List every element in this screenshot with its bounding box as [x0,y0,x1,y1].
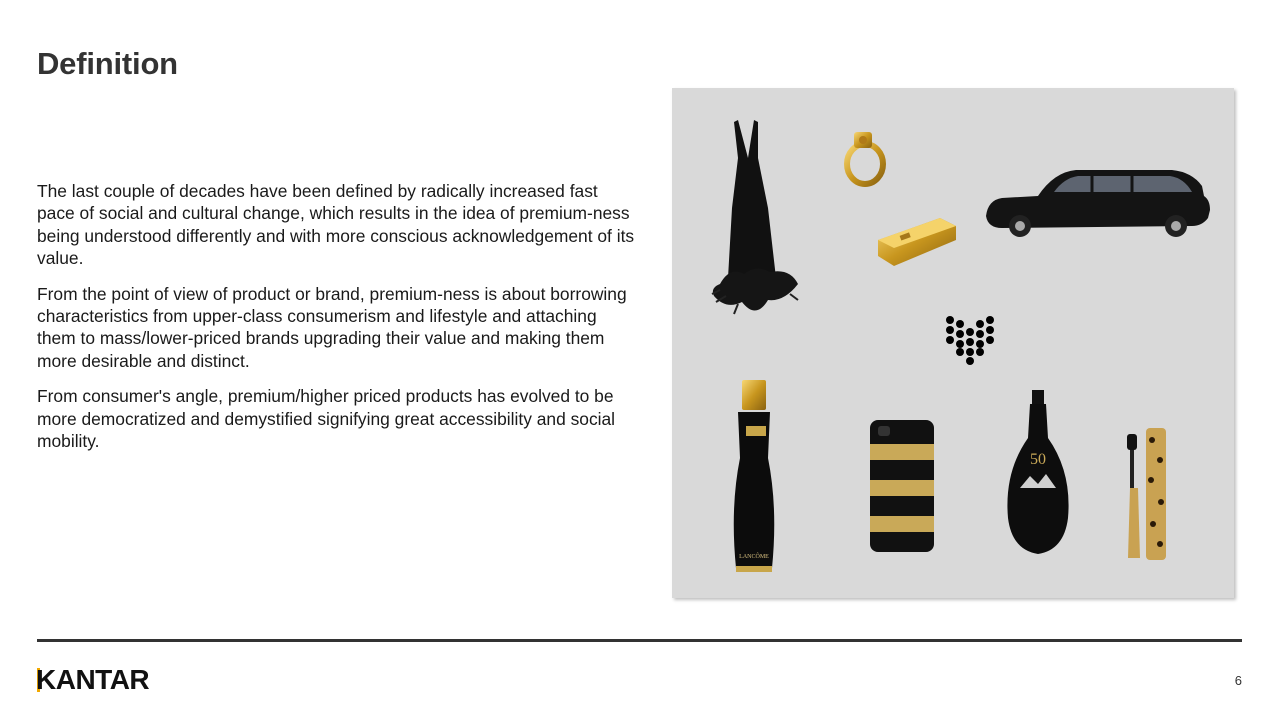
paragraph-3: From consumer's angle, premium/higher priced products has evolved to be more democratized and demystified signifying great accessibility and social mobility. [37,386,616,452]
kantar-logo: KANTAR [36,664,150,695]
phone-case-icon [870,420,934,552]
perfume-bottle-icon [734,380,775,572]
black-dress-icon [712,120,798,314]
dot-logo-icon [946,316,994,365]
paragraph-1: The last couple of decades have been defined by radically increased fast pace of social and cultural change, which results in the idea of premium-ness being understood differently and with more conscious acknowledgement of its value. [37,181,635,269]
gold-bar-icon [878,218,956,266]
gold-ring-icon [847,132,883,184]
paragraph-2: From the point of view of product or brand, premium-ness is about borrowing characteristics from upper-class consumerism and lifestyle and attaching them to mass/lower-priced brands upgrading their value and making them more desirable and distinct. [37,283,627,371]
body-text [37,180,637,465]
product-collage [672,88,1234,598]
footer-divider [37,639,1242,642]
slide-title: Definition [37,46,178,81]
bottle-label: 50 [1030,451,1046,468]
page-number: 6 [1234,673,1242,688]
limousine-icon [986,170,1210,237]
perfume-brand-label: LANCÔME [739,554,769,560]
mascara-icon [1127,428,1166,560]
water-bottle-icon [1007,390,1068,554]
